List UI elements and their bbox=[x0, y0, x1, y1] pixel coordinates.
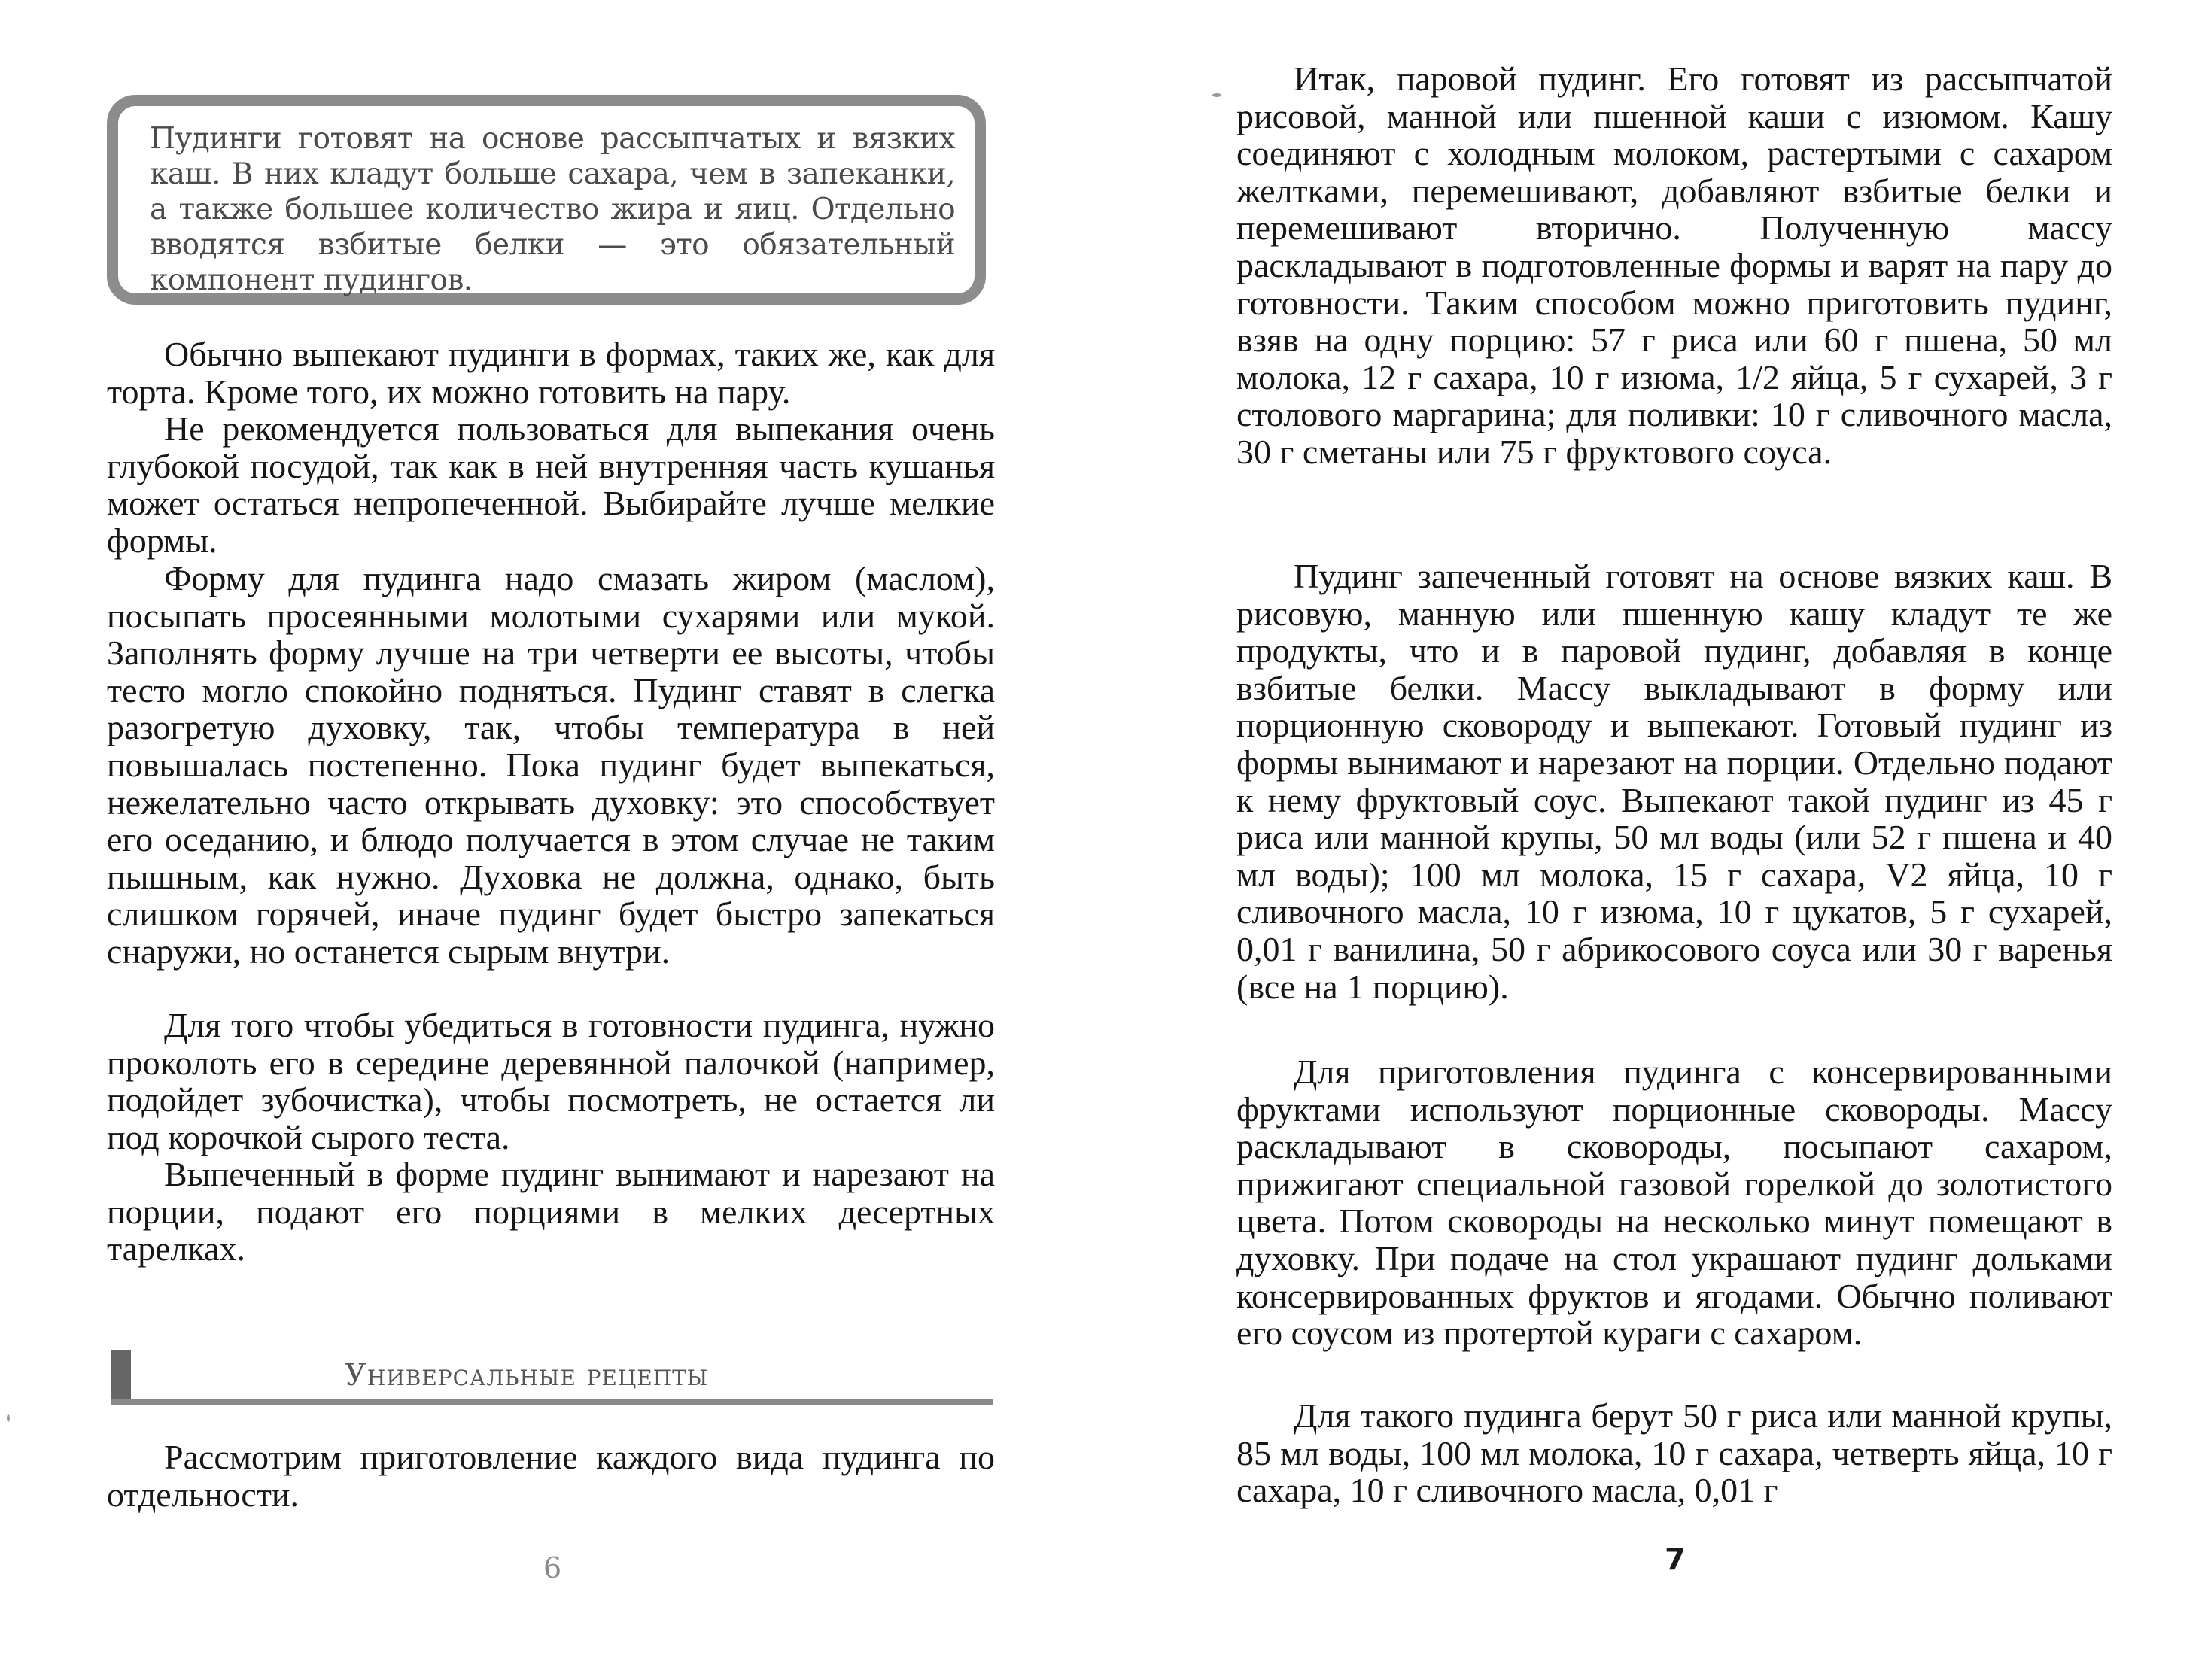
callout-box bbox=[107, 95, 986, 305]
right-paragraph-3: Для приготовления пудинга с консервированными фруктами используют порционные сковороды. Массу раскладывают в сковороды, посыпают сахаром, прижигают специальной газовой горелкой до золотистого цвета. Потом сковороды на несколько минут помещают в духовку. При подаче на стол украшают пудинг дольками консервированных фруктов и ягодами. Обычно поливают его соусом из протертой кураги с сахаром. bbox=[1236, 1053, 2112, 1353]
page-number-left: 6 bbox=[543, 1551, 562, 1584]
left-paragraph-3: Форму для пудинга надо смазать жиром (маслом), посыпать просеянными молотыми сухарями или мукой. Заполнять форму лучше на три четверти ее высоты, чтобы тесто могло спокойно подняться. Пудинг ставят в слегка разогретую духовку, так, чтобы температура в ней повышалась постепенно. Пока пудинг будет выпекаться, нежелательно часто открывать духовку: это способствует его оседанию, и блюдо получается в этом случае не таким пышным, как нужно. Духовка не должна, однако, быть слишком горячей, иначе пудинг будет быстро запекаться снаружи, но останется сырым внутри. bbox=[107, 559, 995, 971]
right-page bbox=[1106, 0, 2211, 1680]
section-heading bbox=[111, 1350, 993, 1405]
callout-text: Пудинги готовят на основе рассыпчатых и вязких каш. В них кладут больше сахара, чем в запеканки, а также большее количество жира и яиц. Отдельно вводятся взбитые белки — это обязательный компонент пудингов. bbox=[150, 122, 955, 297]
page-number-right: 7 bbox=[1665, 1542, 1686, 1577]
section-heading-rule bbox=[111, 1399, 993, 1405]
right-paragraph-2: Пудинг запеченный готовят на основе вязких каш. В рисовую, манную или пшенную кашу кладут те же продукты, что и в паровой пудинг, добавляя в конце взбитые белки. Массу выкладывают в форму или порционную сковороду и выпекают. Готовый пудинг из формы вынимают и нарезают на порции. Отдельно подают к нему фруктовый соус. Выпекают такой пудинг из 45 г риса или манной крупы, 50 мл воды (или 52 г пшена и 40 мл воды); 100 мл молока, 15 г сахара, V2 яйца, 10 г сливочного масла, 10 г изюма, 10 г цукатов, 5 г сухарей, 0,01 г ванилина, 50 г абрикосового соуса или 30 г варенья (все на 1 порцию). bbox=[1236, 557, 2112, 1006]
section-heading-bar bbox=[111, 1350, 131, 1402]
section-title: Универсальные рецепты bbox=[345, 1358, 709, 1393]
scan-speck bbox=[7, 1414, 10, 1422]
left-paragraph-2: Не рекомендуется пользоваться для выпекания очень глубокой посудой, так как в ней внутренняя часть кушанья может остаться непропеченной. Выбирайте лучше мелкие формы. bbox=[107, 409, 995, 560]
right-paragraph-1: Итак, паровой пудинг. Его готовят из рассыпчатой рисовой, манной или пшенной каши с изюмом. Кашу соединяют с холодным молоком, растертыми с сахаром желтками, перемешивают, добавляют взбитые белки и перемешивают вторично. Полученную массу раскладывают в подготовленные формы и варят на пару до готовности. Таким способом можно приготовить пудинг, взяв на одну порцию: 57 г риса или 60 г пшена, 50 мл молока, 12 г сахара, 10 г изюма, 1/2 яйца, 5 г сухарей, 3 г столового маргарина; для поливки: 10 г сливочного масла, 30 г сметаны или 75 г фруктового соуса. bbox=[1236, 59, 2112, 471]
right-paragraph-4: Для такого пудинга берут 50 г риса или манной крупы, 85 мл воды, 100 мл молока, 10 г сахара, четверть яйца, 10 г сахара, 10 г сливочного масла, 0,01 г bbox=[1236, 1396, 2112, 1510]
left-paragraph-4: Для того чтобы убедиться в готовности пудинга, нужно проколоть его в середине деревянной палочкой (например, подойдет зубочистка), чтобы посмотреть, не остается ли под корочкой сырого теста. bbox=[107, 1006, 995, 1156]
left-paragraph-1: Обычно выпекают пудинги в формах, таких же, как для торта. Кроме того, их можно готовить на пару. bbox=[107, 335, 995, 411]
left-paragraph-5: Выпеченный в форме пудинг вынимают и нарезают на порции, подают его порциями в мелких десертных тарелках. bbox=[107, 1155, 995, 1268]
scan-speck bbox=[1212, 93, 1221, 97]
section-intro: Рассмотрим приготовление каждого вида пудинга по отдельности. bbox=[107, 1438, 995, 1514]
